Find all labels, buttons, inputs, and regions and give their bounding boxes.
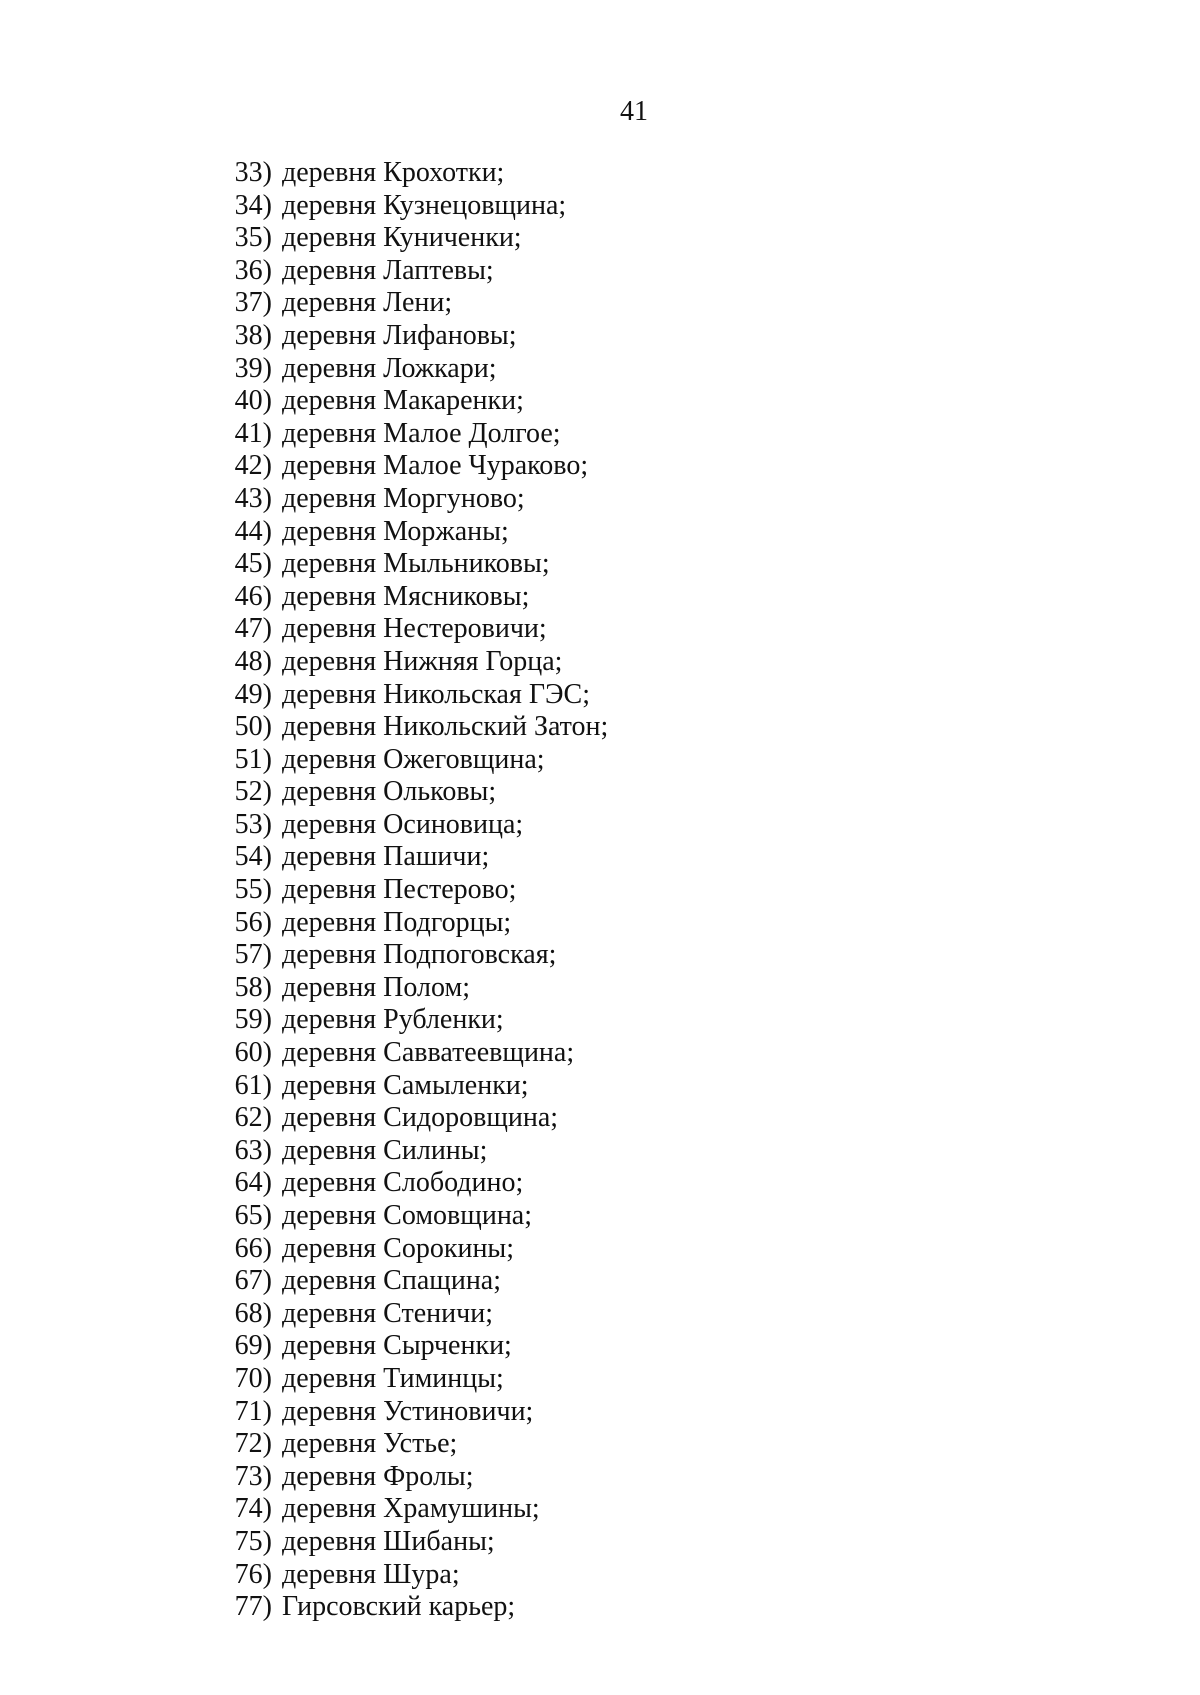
- list-item-text: Гирсовский карьер;: [282, 1591, 516, 1623]
- list-item: [222, 353, 608, 386]
- list-item-number: 46): [234, 580, 272, 612]
- list-item: [222, 287, 608, 320]
- list-item: [222, 157, 608, 190]
- list-item: [222, 1461, 608, 1494]
- list-item: [222, 1167, 608, 1200]
- list-item: [222, 1363, 608, 1396]
- list-item-number: 66): [234, 1232, 272, 1264]
- list-item: [222, 1102, 608, 1135]
- list-item-text: деревня Рубленки;: [282, 1004, 504, 1036]
- settlement-list: [222, 157, 608, 1624]
- list-item-text: деревня Стеничи;: [282, 1297, 493, 1329]
- list-item-number: 63): [234, 1134, 272, 1166]
- list-item-text: деревня Малое Чураково;: [282, 450, 589, 482]
- list-item-number: 67): [234, 1265, 272, 1297]
- list-item-text: деревня Осиновица;: [282, 808, 524, 840]
- list-item-text: деревня Спащина;: [282, 1265, 502, 1297]
- list-item-text: деревня Макаренки;: [282, 385, 524, 417]
- list-item: [222, 450, 608, 483]
- list-item: [222, 972, 608, 1005]
- list-item-number: 77): [234, 1591, 272, 1623]
- list-item-text: деревня Сидоровщина;: [282, 1102, 559, 1134]
- list-item: [222, 581, 608, 614]
- list-item: [222, 711, 608, 744]
- list-item: [222, 1330, 608, 1363]
- list-item-text: деревня Тиминцы;: [282, 1362, 504, 1394]
- list-item-number: 52): [234, 776, 272, 808]
- list-item-number: 60): [234, 1037, 272, 1069]
- list-item-text: деревня Устье;: [282, 1428, 458, 1460]
- list-item-text: деревня Сомовщина;: [282, 1200, 533, 1231]
- list-item-number: 68): [234, 1297, 272, 1329]
- list-item-number: 62): [234, 1102, 272, 1134]
- list-item-text: деревня Нижняя Горца;: [282, 645, 563, 677]
- list-item: [222, 190, 608, 223]
- list-item: [222, 320, 608, 353]
- list-item-text: деревня Подгорцы;: [282, 906, 512, 938]
- list-item-number: 55): [234, 874, 272, 906]
- list-item-number: 76): [234, 1558, 272, 1590]
- list-item-text: деревня Мыльниковы;: [282, 548, 550, 580]
- list-item-number: 58): [234, 971, 272, 1003]
- list-item: [222, 1396, 608, 1429]
- list-item: [222, 679, 608, 712]
- list-item-number: 50): [234, 711, 272, 743]
- list-item: [222, 1591, 608, 1624]
- list-item-number: 75): [234, 1525, 272, 1557]
- list-item-text: деревня Крохотки;: [282, 157, 505, 188]
- list-item-number: 64): [234, 1167, 272, 1199]
- list-item: [222, 841, 608, 874]
- list-item-number: 47): [234, 613, 272, 645]
- list-item-number: 53): [234, 808, 272, 840]
- list-item-text: деревня Лени;: [282, 287, 453, 319]
- list-item: [222, 1559, 608, 1592]
- list-item: [222, 1428, 608, 1461]
- list-item-text: деревня Ольковы;: [282, 776, 497, 808]
- list-item-text: деревня Устиновичи;: [282, 1395, 534, 1427]
- list-item-text: деревня Ожеговщина;: [282, 743, 545, 775]
- list-item-number: 43): [234, 482, 272, 514]
- list-item-text: деревня Ложкари;: [282, 352, 497, 384]
- list-item-text: деревня Лаптевы;: [282, 254, 494, 286]
- list-item-text: деревня Шура;: [282, 1558, 460, 1590]
- list-item-number: 61): [234, 1069, 272, 1101]
- list-item: [222, 1070, 608, 1103]
- list-item-number: 35): [234, 222, 272, 254]
- list-item: [222, 255, 608, 288]
- list-item-text: деревня Сорокины;: [282, 1232, 515, 1264]
- list-item: [222, 516, 608, 549]
- list-item-text: деревня Лифановы;: [282, 319, 517, 351]
- list-item-number: 71): [234, 1395, 272, 1427]
- list-item-text: деревня Малое Долгое;: [282, 417, 561, 449]
- list-item-number: 49): [234, 678, 272, 710]
- list-item-text: деревня Подпоговская;: [282, 939, 557, 971]
- list-item-number: 59): [234, 1004, 272, 1036]
- list-item-number: 44): [234, 515, 272, 547]
- page-number: 41: [620, 96, 648, 127]
- list-item: [222, 483, 608, 516]
- list-item: [222, 1233, 608, 1266]
- list-item-number: 72): [234, 1428, 272, 1460]
- list-item-number: 57): [234, 939, 272, 971]
- list-item-text: деревня Моргуново;: [282, 482, 525, 514]
- list-item-number: 74): [234, 1493, 272, 1525]
- list-item: [222, 1200, 608, 1233]
- list-item-number: 56): [234, 906, 272, 938]
- list-item-number: 51): [234, 743, 272, 775]
- list-item-text: деревня Моржаны;: [282, 515, 509, 547]
- list-item: [222, 744, 608, 777]
- list-item: [222, 1526, 608, 1559]
- list-item-number: 54): [234, 841, 272, 873]
- list-item-number: 36): [234, 254, 272, 286]
- list-item-number: 41): [234, 417, 272, 449]
- list-item-number: 34): [234, 189, 272, 221]
- list-item-text: деревня Савватеевщина;: [282, 1037, 575, 1069]
- list-item-number: 38): [234, 319, 272, 351]
- list-item: [222, 385, 608, 418]
- list-item-number: 69): [234, 1330, 272, 1362]
- list-item: [222, 613, 608, 646]
- list-item: [222, 939, 608, 972]
- list-item: [222, 809, 608, 842]
- list-item: [222, 874, 608, 907]
- list-item-text: деревня Мясниковы;: [282, 580, 530, 612]
- list-item: [222, 548, 608, 581]
- list-item-number: 70): [234, 1362, 272, 1394]
- list-item: [222, 1004, 608, 1037]
- list-item: [222, 1265, 608, 1298]
- list-item-text: деревня Слободино;: [282, 1167, 524, 1199]
- list-item-text: деревня Пашичи;: [282, 841, 490, 873]
- list-item-number: 40): [234, 385, 272, 417]
- list-item-text: деревня Нестеровичи;: [282, 613, 547, 645]
- list-item-text: деревня Никольский Затон;: [282, 711, 609, 743]
- list-item: [222, 1037, 608, 1070]
- list-item-text: деревня Полом;: [282, 971, 470, 1003]
- list-item-text: деревня Шибаны;: [282, 1525, 495, 1557]
- list-item-text: деревня Сырченки;: [282, 1330, 512, 1362]
- list-item: [222, 1493, 608, 1526]
- list-item-number: 48): [234, 645, 272, 677]
- list-item-number: 37): [234, 287, 272, 319]
- list-item: [222, 1298, 608, 1331]
- list-item-text: деревня Пестерово;: [282, 874, 517, 906]
- list-item-number: 33): [234, 157, 272, 188]
- list-item: [222, 646, 608, 679]
- list-item: [222, 907, 608, 940]
- list-item: [222, 1135, 608, 1168]
- list-item-text: деревня Силины;: [282, 1134, 488, 1166]
- list-item: [222, 418, 608, 451]
- list-item: [222, 222, 608, 255]
- list-item-text: деревня Никольская ГЭС;: [282, 678, 590, 710]
- list-item-number: 45): [234, 548, 272, 580]
- list-item-text: деревня Кузнецовщина;: [282, 189, 567, 221]
- list-item-text: деревня Храмушины;: [282, 1493, 540, 1525]
- list-item-number: 42): [234, 450, 272, 482]
- list-item-text: деревня Фролы;: [282, 1460, 474, 1492]
- list-item: [222, 776, 608, 809]
- list-item-text: деревня Куниченки;: [282, 222, 522, 254]
- list-item-text: деревня Самыленки;: [282, 1069, 529, 1101]
- list-item-number: 39): [234, 352, 272, 384]
- list-item-number: 73): [234, 1460, 272, 1492]
- list-item-number: 65): [234, 1200, 272, 1231]
